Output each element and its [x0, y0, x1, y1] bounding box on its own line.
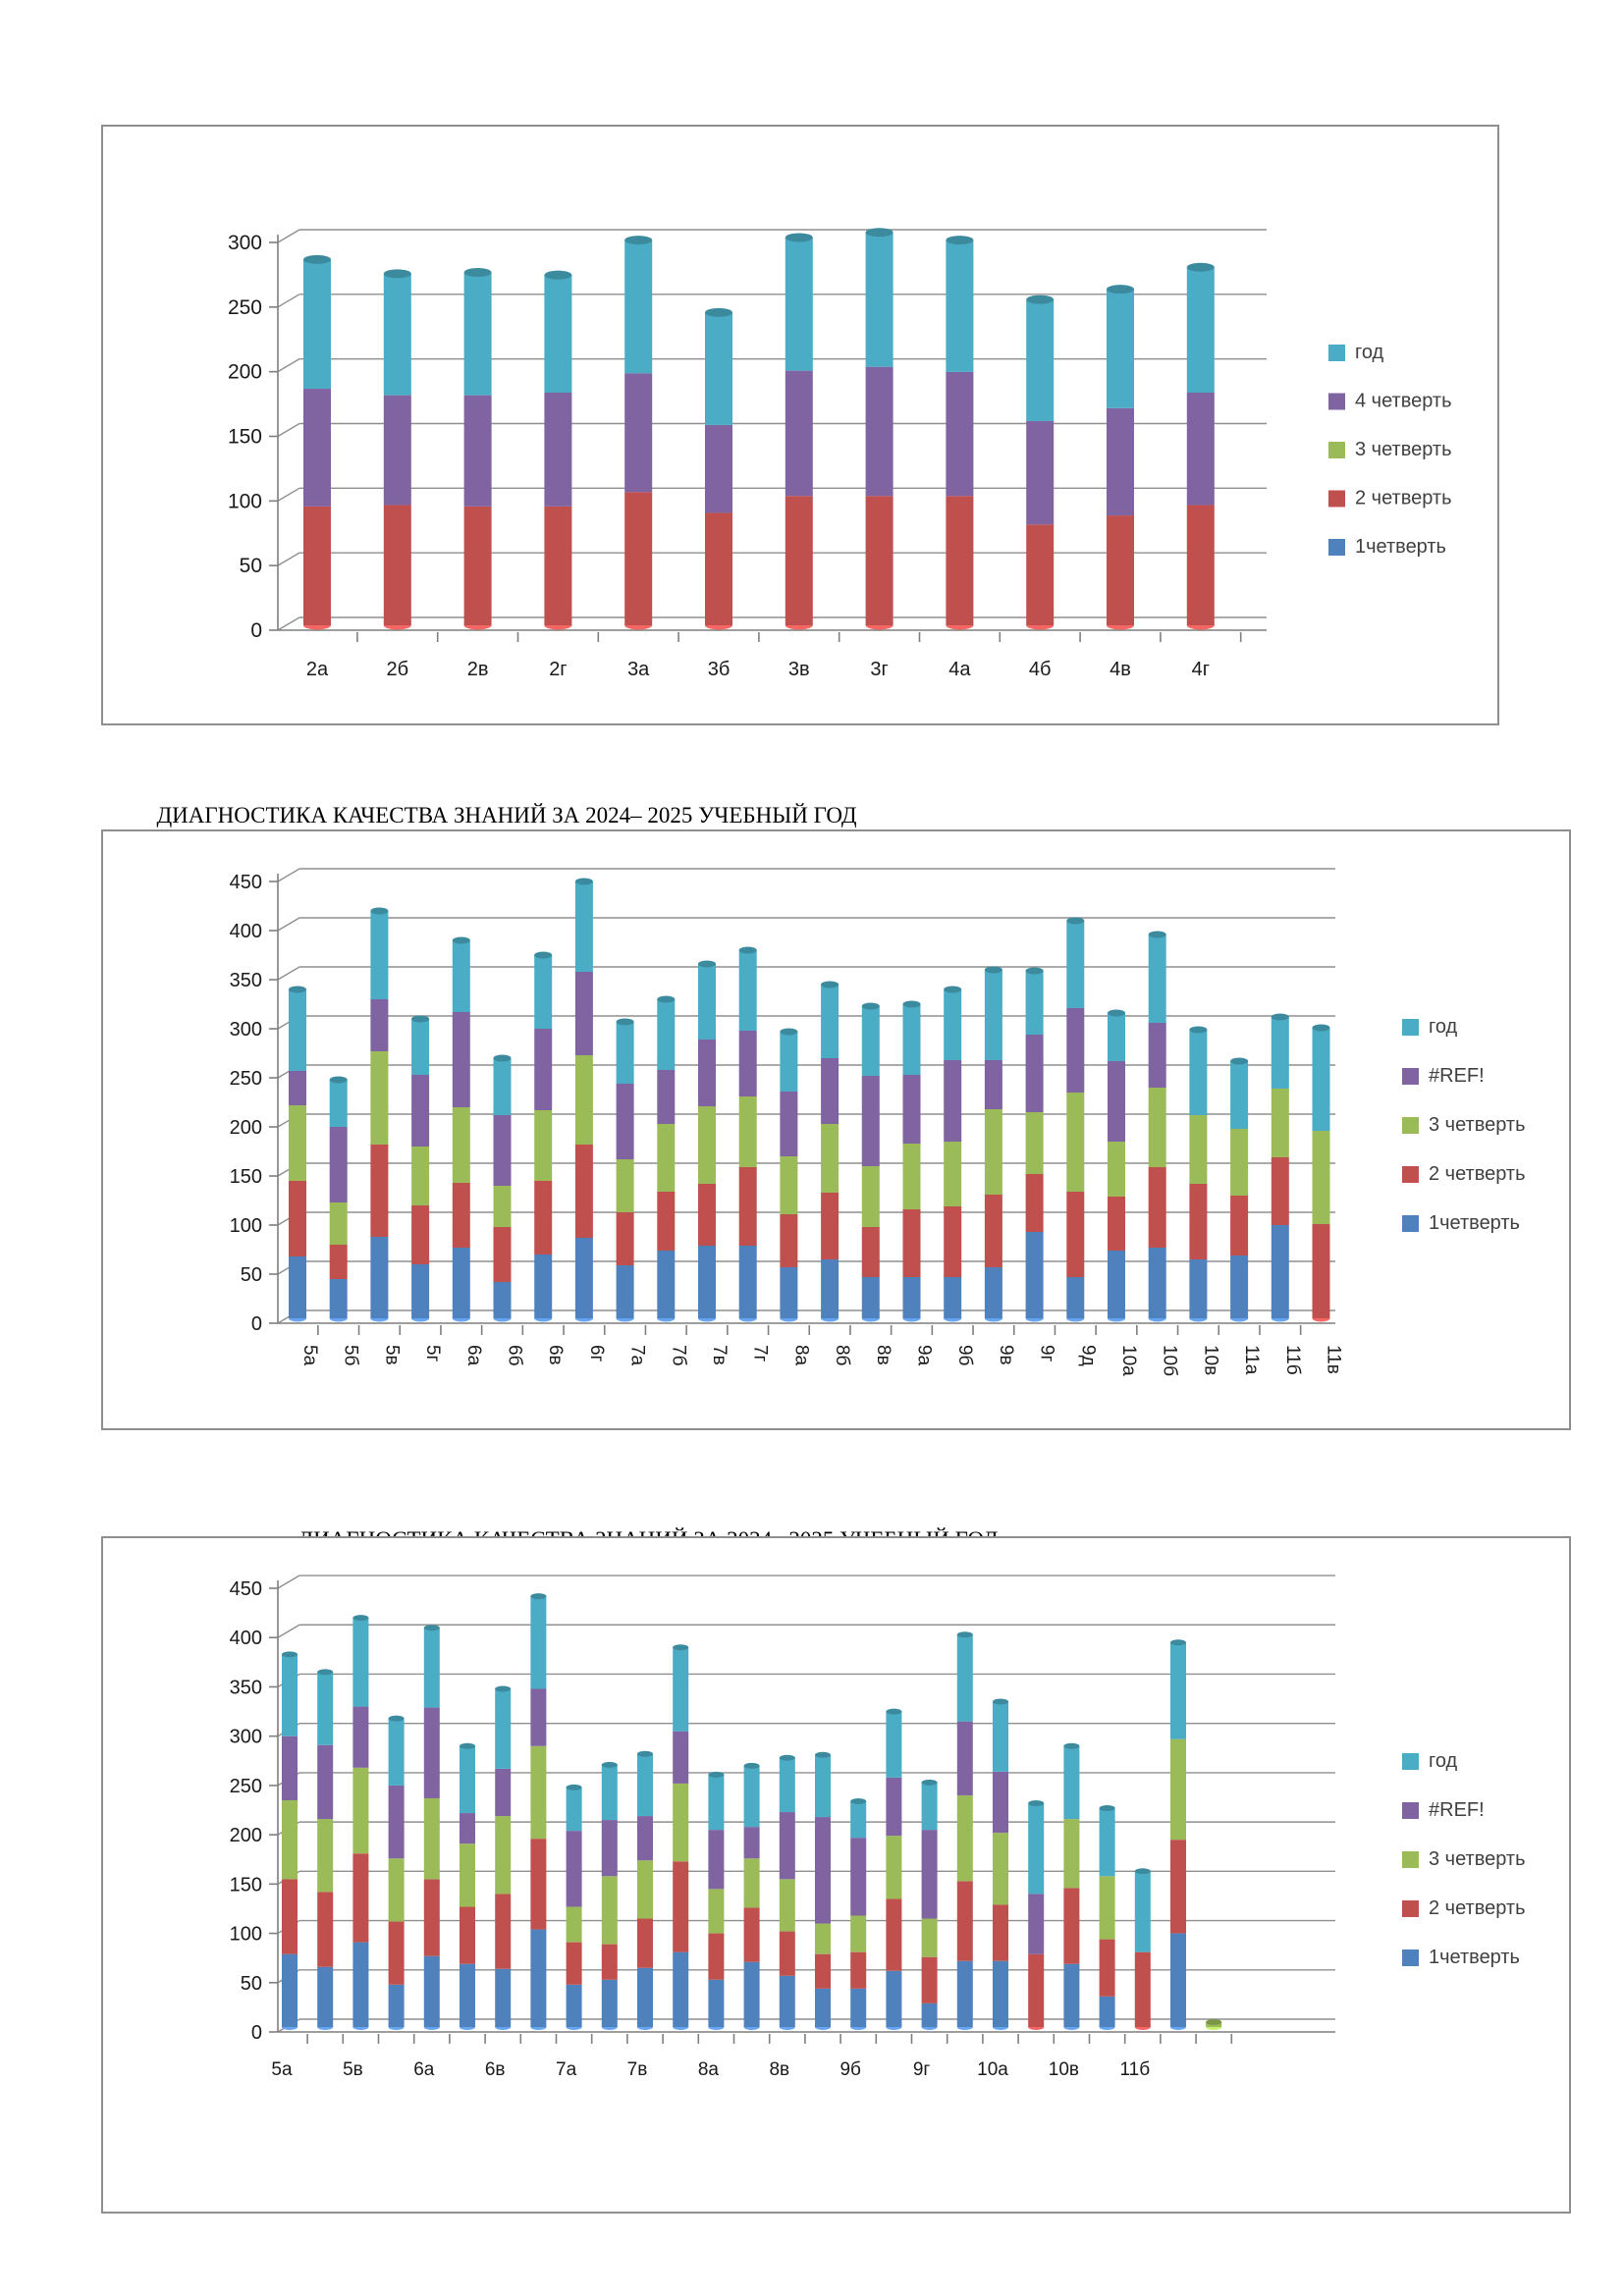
svg-text:7а: 7а — [626, 1345, 648, 1366]
bar-8б — [821, 982, 839, 1322]
chart-2-title-line1: ДИАГНОСТИКА КАЧЕСТВА ЗНАНИЙ ЗА 2024– 2025 УЧЕБНЫЙ ГОД — [156, 803, 857, 828]
bar-10б — [1149, 932, 1166, 1322]
bar-7г — [739, 947, 757, 1322]
legend-swatch — [1402, 1068, 1419, 1085]
legend-swatch — [1328, 539, 1345, 556]
svg-text:200: 200 — [229, 1825, 262, 1847]
svg-text:5в: 5в — [381, 1345, 403, 1365]
bar-2б — [384, 269, 411, 629]
svg-text:10в: 10в — [1200, 1345, 1221, 1376]
bar-8в — [862, 1003, 880, 1322]
svg-text:3в: 3в — [787, 659, 810, 680]
svg-text:7а: 7а — [556, 2059, 577, 2080]
legend-label: 3 четверть — [1355, 439, 1452, 460]
legend-swatch — [1328, 345, 1345, 361]
legend-swatch — [1402, 1802, 1419, 1819]
svg-text:11б: 11б — [1281, 1345, 1303, 1375]
legend-label: 1четверть — [1429, 1947, 1520, 1968]
svg-text:9д: 9д — [1077, 1345, 1099, 1366]
bar-7а — [567, 1785, 582, 2030]
svg-text:9б: 9б — [839, 2059, 861, 2080]
legend-swatch — [1402, 1949, 1419, 1966]
bar-9д — [957, 1631, 973, 2030]
svg-text:2в: 2в — [466, 659, 489, 680]
bar-9г — [922, 1780, 938, 2030]
bar-4в — [1107, 285, 1134, 629]
bar-11б — [1135, 1868, 1151, 2030]
legend-label: 3 четверть — [1429, 1848, 1526, 1870]
svg-text:450: 450 — [229, 872, 262, 893]
legend-label: 2 четверть — [1429, 1163, 1526, 1185]
svg-text:5г: 5г — [422, 1345, 444, 1362]
svg-text:6в: 6в — [484, 2059, 506, 2080]
bar-7г — [673, 1644, 688, 2030]
legend-swatch — [1328, 491, 1345, 507]
bar-10б — [1028, 1800, 1044, 2030]
bar-4г — [1187, 263, 1215, 630]
legend-swatch — [1402, 1753, 1419, 1770]
svg-text:10а: 10а — [1118, 1345, 1139, 1376]
svg-text:2б: 2б — [386, 659, 409, 680]
legend-label: 2 четверть — [1429, 1897, 1526, 1919]
bar-3в — [785, 233, 813, 629]
svg-text:150: 150 — [229, 1874, 262, 1896]
svg-text:5б: 5б — [340, 1345, 361, 1366]
svg-text:100: 100 — [229, 1923, 262, 1946]
legend-label: год — [1429, 1750, 1458, 1772]
bar-5в — [352, 1615, 368, 2030]
svg-text:9а: 9а — [913, 1345, 935, 1366]
legend-label: 3 четверть — [1429, 1114, 1526, 1136]
svg-text:6г: 6г — [585, 1345, 607, 1362]
bar-2г — [544, 271, 571, 630]
svg-text:300: 300 — [229, 1726, 262, 1748]
svg-text:10а: 10а — [977, 2059, 1008, 2080]
svg-text:4в: 4в — [1110, 659, 1131, 680]
legend-swatch — [1402, 1117, 1419, 1134]
bar-9б — [944, 987, 961, 1322]
svg-text:4б: 4б — [1028, 659, 1052, 680]
bar-9а — [815, 1752, 831, 2030]
svg-text:10в: 10в — [1048, 2059, 1080, 2080]
svg-text:10б: 10б — [1159, 1345, 1180, 1377]
chart-3-canvas — [101, 1536, 1571, 2214]
bar-6г — [530, 1593, 546, 2030]
bar-5а — [282, 1651, 298, 2030]
chart-2-canvas — [101, 829, 1571, 1430]
bar-9в — [886, 1709, 901, 2030]
bar-9в — [985, 967, 1002, 1322]
legend-swatch — [1328, 442, 1345, 458]
bar-2в — [464, 268, 492, 629]
bar-6г — [575, 879, 593, 1322]
bar-4а — [946, 236, 973, 629]
bar-6а — [424, 1625, 440, 2030]
svg-text:9г: 9г — [912, 2059, 931, 2080]
bar-5г — [411, 1016, 429, 1322]
bar-3г — [866, 228, 893, 629]
svg-text:6б: 6б — [504, 1345, 525, 1366]
svg-text:3а: 3а — [627, 659, 650, 680]
svg-text:6в: 6в — [545, 1345, 567, 1365]
svg-text:50: 50 — [240, 1972, 262, 1995]
bar-3б — [705, 308, 732, 630]
svg-text:400: 400 — [229, 1628, 262, 1650]
svg-text:3б: 3б — [707, 659, 731, 680]
bar-4б — [1026, 295, 1054, 630]
bar-11в — [1313, 1025, 1330, 1322]
svg-text:7в: 7в — [626, 2059, 648, 2080]
svg-text:2а: 2а — [305, 659, 329, 680]
bar-5а — [289, 987, 306, 1322]
bar-11а — [1100, 1805, 1115, 2030]
legend-swatch — [1402, 1851, 1419, 1868]
bar-6б — [494, 1055, 512, 1322]
svg-text:400: 400 — [229, 921, 262, 942]
svg-text:150: 150 — [227, 425, 262, 449]
bar-5в — [370, 908, 388, 1322]
bar-10а — [993, 1699, 1008, 2030]
svg-text:0: 0 — [250, 619, 262, 642]
legend-swatch — [1402, 1900, 1419, 1917]
bar-6б — [460, 1743, 475, 2030]
svg-text:200: 200 — [227, 360, 262, 384]
bar-8в — [780, 1755, 795, 2030]
svg-text:9г: 9г — [1036, 1345, 1057, 1362]
svg-text:5в: 5в — [343, 2059, 363, 2080]
bar-8а — [708, 1772, 724, 2030]
bar-9а — [903, 1001, 921, 1322]
svg-text:250: 250 — [229, 1775, 262, 1797]
bar-2а — [303, 255, 331, 630]
legend-label: 4 четверть — [1355, 390, 1452, 412]
svg-text:7г: 7г — [749, 1345, 771, 1362]
svg-text:8а: 8а — [790, 1345, 812, 1366]
svg-text:6а: 6а — [413, 2059, 435, 2080]
bar-9д — [1066, 918, 1084, 1322]
svg-text:0: 0 — [250, 1313, 262, 1335]
legend-swatch — [1402, 1019, 1419, 1036]
svg-text:5а: 5а — [299, 1345, 320, 1366]
svg-text:250: 250 — [229, 1068, 262, 1090]
bar-6в — [495, 1685, 511, 2030]
bar-10в — [1063, 1743, 1079, 2030]
svg-text:4а: 4а — [948, 659, 971, 680]
svg-text:0: 0 — [250, 2022, 262, 2044]
bar-7б — [602, 1762, 618, 2030]
svg-text:8а: 8а — [697, 2059, 719, 2080]
svg-text:11а: 11а — [1241, 1345, 1263, 1375]
bar-11а — [1230, 1058, 1248, 1322]
bar-7в — [637, 1751, 653, 2030]
svg-text:450: 450 — [229, 1578, 262, 1601]
svg-text:50: 50 — [239, 555, 262, 578]
svg-text:100: 100 — [229, 1215, 262, 1237]
bar-7а — [617, 1019, 634, 1322]
legend-swatch — [1328, 394, 1345, 410]
legend-label: 1четверть — [1355, 536, 1446, 558]
bar-7в — [698, 961, 716, 1322]
bar-6в — [534, 952, 552, 1322]
bar-11б — [1272, 1014, 1289, 1322]
legend-label: год — [1355, 342, 1384, 363]
svg-text:7б: 7б — [668, 1345, 689, 1366]
bar-11в — [1170, 1639, 1186, 2030]
svg-text:350: 350 — [229, 970, 262, 991]
svg-text:11в: 11в — [1323, 1345, 1344, 1374]
svg-text:5а: 5а — [271, 2059, 293, 2080]
bar-5г — [389, 1716, 405, 2030]
chart-1-canvas — [101, 125, 1499, 725]
legend-swatch — [1402, 1215, 1419, 1232]
svg-text:50: 50 — [240, 1264, 262, 1286]
svg-text:200: 200 — [229, 1117, 262, 1139]
legend-label: 1четверть — [1429, 1212, 1520, 1234]
bar-7б — [657, 996, 675, 1322]
svg-text:9в: 9в — [995, 1345, 1016, 1365]
svg-text:4г: 4г — [1191, 659, 1211, 680]
bar-6а — [453, 937, 470, 1322]
svg-text:3г: 3г — [870, 659, 889, 680]
bar-extra — [1206, 2019, 1221, 2030]
svg-text:8б: 8б — [832, 1345, 853, 1366]
svg-text:300: 300 — [229, 1019, 262, 1041]
svg-text:8в: 8в — [872, 1345, 893, 1365]
legend-label: год — [1429, 1016, 1458, 1038]
bar-5б — [317, 1669, 333, 2030]
bar-10а — [1108, 1010, 1125, 1322]
svg-text:7в: 7в — [709, 1345, 730, 1365]
bar-10в — [1189, 1027, 1207, 1322]
bar-8а — [780, 1029, 797, 1322]
svg-text:6а: 6а — [462, 1345, 484, 1366]
svg-text:300: 300 — [227, 231, 262, 254]
bar-3а — [624, 236, 652, 629]
legend-label: #REF! — [1429, 1799, 1485, 1821]
svg-text:350: 350 — [229, 1677, 262, 1699]
svg-text:2г: 2г — [549, 659, 568, 680]
bar-9б — [850, 1798, 866, 2030]
legend-swatch — [1402, 1166, 1419, 1183]
svg-text:100: 100 — [227, 490, 262, 513]
svg-text:250: 250 — [227, 295, 262, 319]
bar-5б — [330, 1077, 348, 1322]
legend-label: 2 четверть — [1355, 487, 1452, 509]
svg-text:11б: 11б — [1119, 2059, 1151, 2080]
bar-9г — [1026, 968, 1044, 1322]
legend-label: #REF! — [1429, 1065, 1485, 1087]
bar-8б — [744, 1763, 760, 2030]
svg-text:150: 150 — [229, 1166, 262, 1188]
svg-text:9б: 9б — [954, 1345, 976, 1366]
svg-text:8в: 8в — [769, 2059, 790, 2080]
